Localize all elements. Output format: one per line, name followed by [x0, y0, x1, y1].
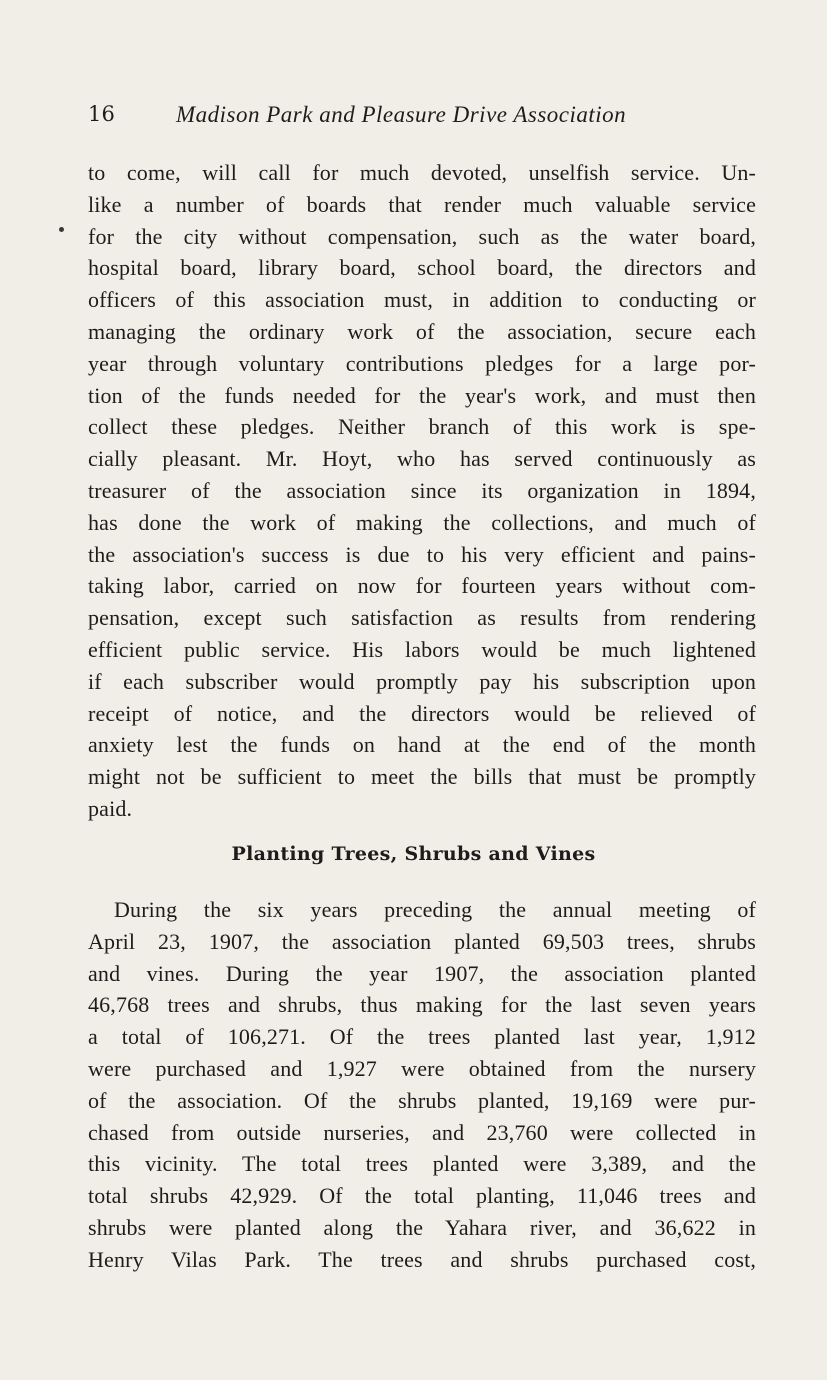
running-title: Madison Park and Pleasure Drive Association — [176, 102, 627, 127]
text-line: During the six years preceding the annual meeting of — [114, 897, 756, 922]
paragraph-1 — [88, 157, 756, 825]
text-line: officers of this association must, in addition to conducting or — [88, 287, 756, 313]
page-number: 16 — [88, 102, 116, 126]
text-line: chased from outside nurseries, and 23,760 were collected in — [88, 1119, 756, 1145]
text-line: might not be sufficient to meet the bills that must be promptly — [88, 764, 756, 790]
text-line: has done the work of making the collections, and much of — [88, 509, 756, 535]
text-line: year through voluntary contributions pledges for a large por- — [88, 350, 756, 376]
text-line: this vicinity. The total trees planted were 3,389, and the — [88, 1151, 756, 1177]
text-line: efficient public service. His labors would be much lightened — [88, 636, 756, 662]
text-line: a total of 106,271. Of the trees planted last year, 1,912 — [88, 1024, 756, 1050]
text-line: and vines. During the year 1907, the association planted — [88, 960, 756, 986]
text-line: treasurer of the association since its organization in 1894, — [88, 477, 756, 503]
text-line: April 23, 1907, the association planted 69,503 trees, shrubs — [88, 928, 756, 954]
text-line: shrubs were planted along the Yahara river, and 36,622 in — [88, 1214, 756, 1240]
paragraph-2 — [88, 894, 756, 1276]
text-line: of the association. Of the shrubs planted, 19,169 were pur- — [88, 1087, 756, 1113]
text-line: to come, will call for much devoted, unselfish service. Un- — [88, 160, 756, 185]
print-speck — [59, 227, 64, 232]
section-heading: Planting Trees, Shrubs and Vines — [231, 843, 596, 865]
text-line: like a number of boards that render much valuable service — [88, 191, 756, 217]
text-line: taking labor, carried on now for fourteen years without com- — [88, 573, 756, 599]
text-line: were purchased and 1,927 were obtained from the nursery — [88, 1055, 756, 1081]
text-line: tion of the funds needed for the year's work, and must then — [88, 382, 756, 408]
text-line: collect these pledges. Neither branch of this work is spe- — [88, 414, 756, 440]
text-line: total shrubs 42,929. Of the total planting, 11,046 trees and — [88, 1183, 756, 1209]
text-line: paid. — [88, 795, 133, 821]
text-line: managing the ordinary work of the association, secure each — [88, 318, 756, 344]
text-line: if each subscriber would promptly pay his subscription upon — [88, 668, 756, 694]
text-line: for the city without compensation, such as the water board, — [88, 223, 756, 249]
text-line: hospital board, library board, school board, the directors and — [88, 255, 756, 281]
text-line: anxiety lest the funds on hand at the end of the month — [88, 732, 756, 758]
running-header — [88, 102, 768, 134]
text-line: the association's success is due to his very efficient and pains- — [88, 541, 756, 567]
text-line: pensation, except such satisfaction as results from rendering — [88, 605, 756, 631]
text-line: receipt of notice, and the directors would be relieved of — [88, 700, 756, 726]
text-line: Henry Vilas Park. The trees and shrubs purchased cost, — [88, 1246, 756, 1272]
text-line: 46,768 trees and shrubs, thus making for the last seven years — [88, 992, 756, 1018]
text-line: cially pleasant. Mr. Hoyt, who has served continuously as — [88, 446, 756, 472]
